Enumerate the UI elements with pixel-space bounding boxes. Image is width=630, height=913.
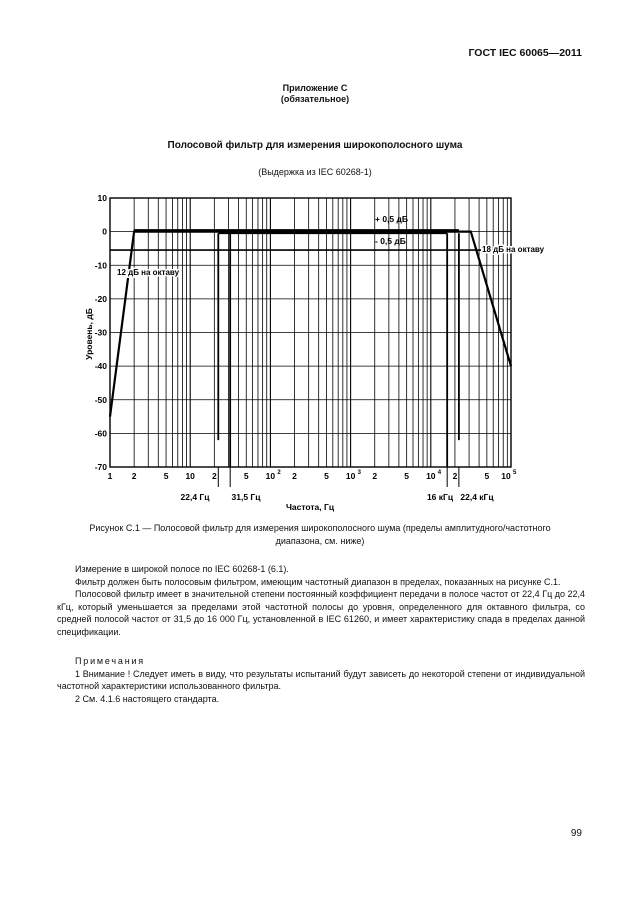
x-tick-exponent: 3 [357, 470, 361, 476]
paragraph: Полосовой фильтр имеет в значительной степени постоянный коэффициент передачи в полосе частот от 22,4 Гц до 22,4 кГц, который уменьшается за пределами этой частотной полосы до уровня, определенного для октавного фильтра, со средней полосой частот от 31,5 до 16 000 Гц, установленной в IEC 61260, и имеет характеристику спада в пределах данной спецификации. [57, 589, 585, 637]
section-title: Полосовой фильтр для измерения широкополосного шума [167, 140, 463, 151]
freq-label-16-khz: 16 кГц [426, 492, 454, 502]
x-tick-label: 5 [163, 471, 169, 481]
y-tick-label: -50 [94, 394, 107, 405]
x-tick-label: 1 [107, 471, 113, 481]
annotation-slope-high: 18 дБ на октаву [482, 245, 545, 254]
y-tick-label: -70 [94, 462, 107, 472]
x-tick-label: 5 [243, 471, 249, 481]
x-tick-label: 10 [426, 471, 436, 481]
freq-label-22-4-khz: 22,4 кГц [460, 492, 494, 502]
y-tick-label: -30 [94, 327, 107, 338]
x-tick-label: 5 [484, 471, 490, 481]
annex-title: Приложение С [282, 83, 348, 93]
notes-block [57, 655, 585, 705]
freq-label-22-4-hz: 22,4 Гц [180, 492, 210, 502]
x-tick-label: 2 [131, 471, 137, 481]
page-number: 99 [570, 828, 582, 839]
caption-line-2: диапазона, см. ниже) [275, 536, 365, 546]
paragraph: Измерение в широкой полосе по IEC 60268-1 (6.1). [75, 564, 289, 574]
notes-title: Примечания [75, 656, 145, 666]
x-tick-exponent: 4 [437, 470, 442, 476]
y-tick-label: -10 [94, 260, 107, 271]
x-tick-label: 2 [372, 471, 378, 481]
caption-line-1: Рисунок С.1 — Полосовой фильтр для измерения широкополосного шума (пределы амплитудного/частотного [89, 523, 551, 533]
y-tick-label: -40 [94, 361, 107, 372]
x-tick-label: 10 [265, 471, 276, 481]
note-item: 2 См. 4.1.6 настоящего стандарта. [75, 693, 220, 704]
x-tick-exponent: 2 [277, 470, 281, 476]
x-axis-label: Частота, Гц [285, 502, 335, 512]
excerpt-note: (Выдержка из IEC 60268-1) [258, 167, 372, 177]
y-tick-label: 0 [102, 226, 107, 237]
note-item: 1 Внимание ! Следует иметь в виду, что результаты испытаний будут зависеть до некоторой степени от индивидуальной частотной характеристики использованного фильтра. [57, 668, 585, 691]
x-tick-label: 5 [324, 471, 329, 481]
x-tick-label: 2 [211, 471, 217, 481]
x-tick-label: 10 [185, 471, 195, 481]
document-id: ГОСТ IEC 60065—2011 [468, 47, 582, 59]
y-tick-label: -20 [94, 293, 107, 304]
freq-label-31-5-hz: 31,5 Гц [231, 492, 261, 502]
annotation-slope-low: 12 дБ на октаву [117, 268, 180, 277]
x-tick-exponent: 5 [513, 470, 517, 476]
x-tick-label: 10 [345, 471, 356, 481]
paragraph: Фильтр должен быть полосовым фильтром, имеющим частотный диапазон в пределах, показанных на рисунке С.1. [75, 576, 561, 587]
y-tick-label: 10 [97, 193, 107, 203]
x-tick-label: 2 [292, 471, 297, 481]
chart-grid [110, 198, 511, 467]
figure-caption [40, 522, 600, 548]
series-line [110, 232, 511, 417]
y-axis-label: Уровень, дБ [84, 308, 94, 360]
annex-status: (обязательное) [280, 94, 350, 104]
x-tick-label: 5 [404, 471, 410, 481]
x-tick-label: 10 [501, 471, 511, 481]
x-tick-label: 2 [452, 471, 458, 481]
y-tick-label: -60 [94, 428, 107, 439]
body-paragraphs [57, 563, 585, 638]
annotation-minus-half-db: - 0,5 дБ [375, 236, 406, 246]
annotation-plus-half-db: + 0,5 дБ [375, 214, 409, 224]
